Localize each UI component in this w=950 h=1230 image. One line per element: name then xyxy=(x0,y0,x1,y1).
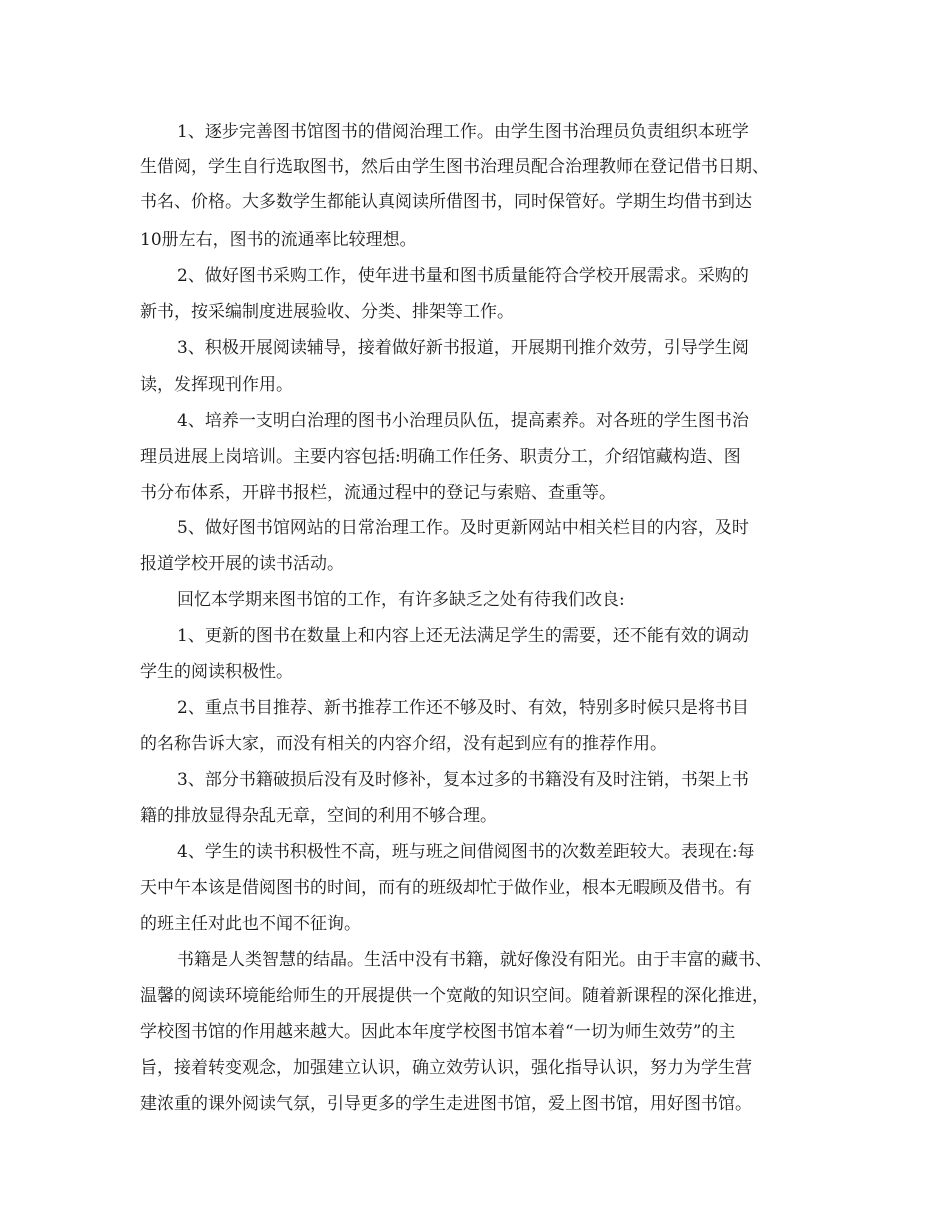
text-line: 生借阅，学生自行选取图书，然后由学生图书治理员配合治理教师在登记借书日期、 xyxy=(140,157,769,177)
text-line: 的班主任对此也不闻不征询。 xyxy=(140,914,361,934)
text-line: 读，发挥现刊作用。 xyxy=(140,375,293,395)
text-line: 籍的排放显得杂乱无章，空间的利用不够合理。 xyxy=(140,806,497,826)
text-line: 天中午本该是借阅图书的时间，而有的班级却忙于做作业，根本无暇顾及借书。有 xyxy=(140,878,752,898)
text-line: 温馨的阅读环境能给师生的开展提供一个宽敞的知识空间。随着新课程的深化推进， xyxy=(140,986,769,1006)
text-line: 3、积极开展阅读辅导，接着做好新书报道，开展期刊推介效劳，引导学生阅 xyxy=(177,338,749,358)
text-line: 1、更新的图书在数量上和内容上还无法满足学生的需要，还不能有效的调动 xyxy=(177,626,749,646)
text-line: 学生的阅读积极性。 xyxy=(140,662,293,682)
text-line: 理员进展上岗培训。主要内容包括:明确工作任务、职责分工，介绍馆藏构造、图 xyxy=(140,447,741,467)
text-line: 1、逐步完善图书馆图书的借阅治理工作。由学生图书治理员负责组织本班学 xyxy=(177,122,749,142)
text-line: 4、培养一支明白治理的图书小治理员队伍，提高素养。对各班的学生图书治 xyxy=(177,411,749,431)
text-line: 5、做好图书馆网站的日常治理工作。及时更新网站中相关栏目的内容，及时 xyxy=(177,518,749,538)
text-line: 新书，按采编制度进展验收、分类、排架等工作。 xyxy=(140,302,514,322)
text-line: 建浓重的课外阅读气氛，引导更多的学生走进图书馆，爱上图书馆，用好图书馆。 xyxy=(140,1094,752,1114)
text-line: 旨，接着转变观念，加强建立认识，确立效劳认识，强化指导认识，努力为学生营 xyxy=(140,1058,752,1078)
text-line: 报道学校开展的读书活动。 xyxy=(140,554,344,574)
text-line: 4、学生的读书积极性不高，班与班之间借阅图书的次数差距较大。表现在:每 xyxy=(177,842,755,862)
text-line: 书籍是人类智慧的结晶。生活中没有书籍，就好像没有阳光。由于丰富的藏书、 xyxy=(177,950,772,970)
text-line: 书分布体系，开辟书报栏，流通过程中的登记与索赔、查重等。 xyxy=(140,483,616,503)
text-line: 的名称告诉大家，而没有相关的内容介绍，没有起到应有的推荐作用。 xyxy=(140,734,667,754)
text-line: 2、重点书目推荐、新书推荐工作还不够及时、有效，特别多时候只是将书目 xyxy=(177,698,749,718)
text-line: 10册左右，图书的流通率比较理想。 xyxy=(140,230,417,250)
text-line: 2、做好图书采购工作，使年进书量和图书质量能符合学校开展需求。采购的 xyxy=(177,266,749,286)
text-line: 回忆本学期来图书馆的工作，有许多缺乏之处有待我们改良: xyxy=(177,590,625,610)
text-line: 书名、价格。大多数学生都能认真阅读所借图书，同时保管好。学期生均借书到达 xyxy=(140,192,752,212)
text-line: 3、部分书籍破损后没有及时修补，复本过多的书籍没有及时注销，书架上书 xyxy=(177,770,749,790)
text-line: 学校图书馆的作用越来越大。因此本年度学校图书馆本着“一切为师生效劳”的主 xyxy=(140,1022,736,1042)
